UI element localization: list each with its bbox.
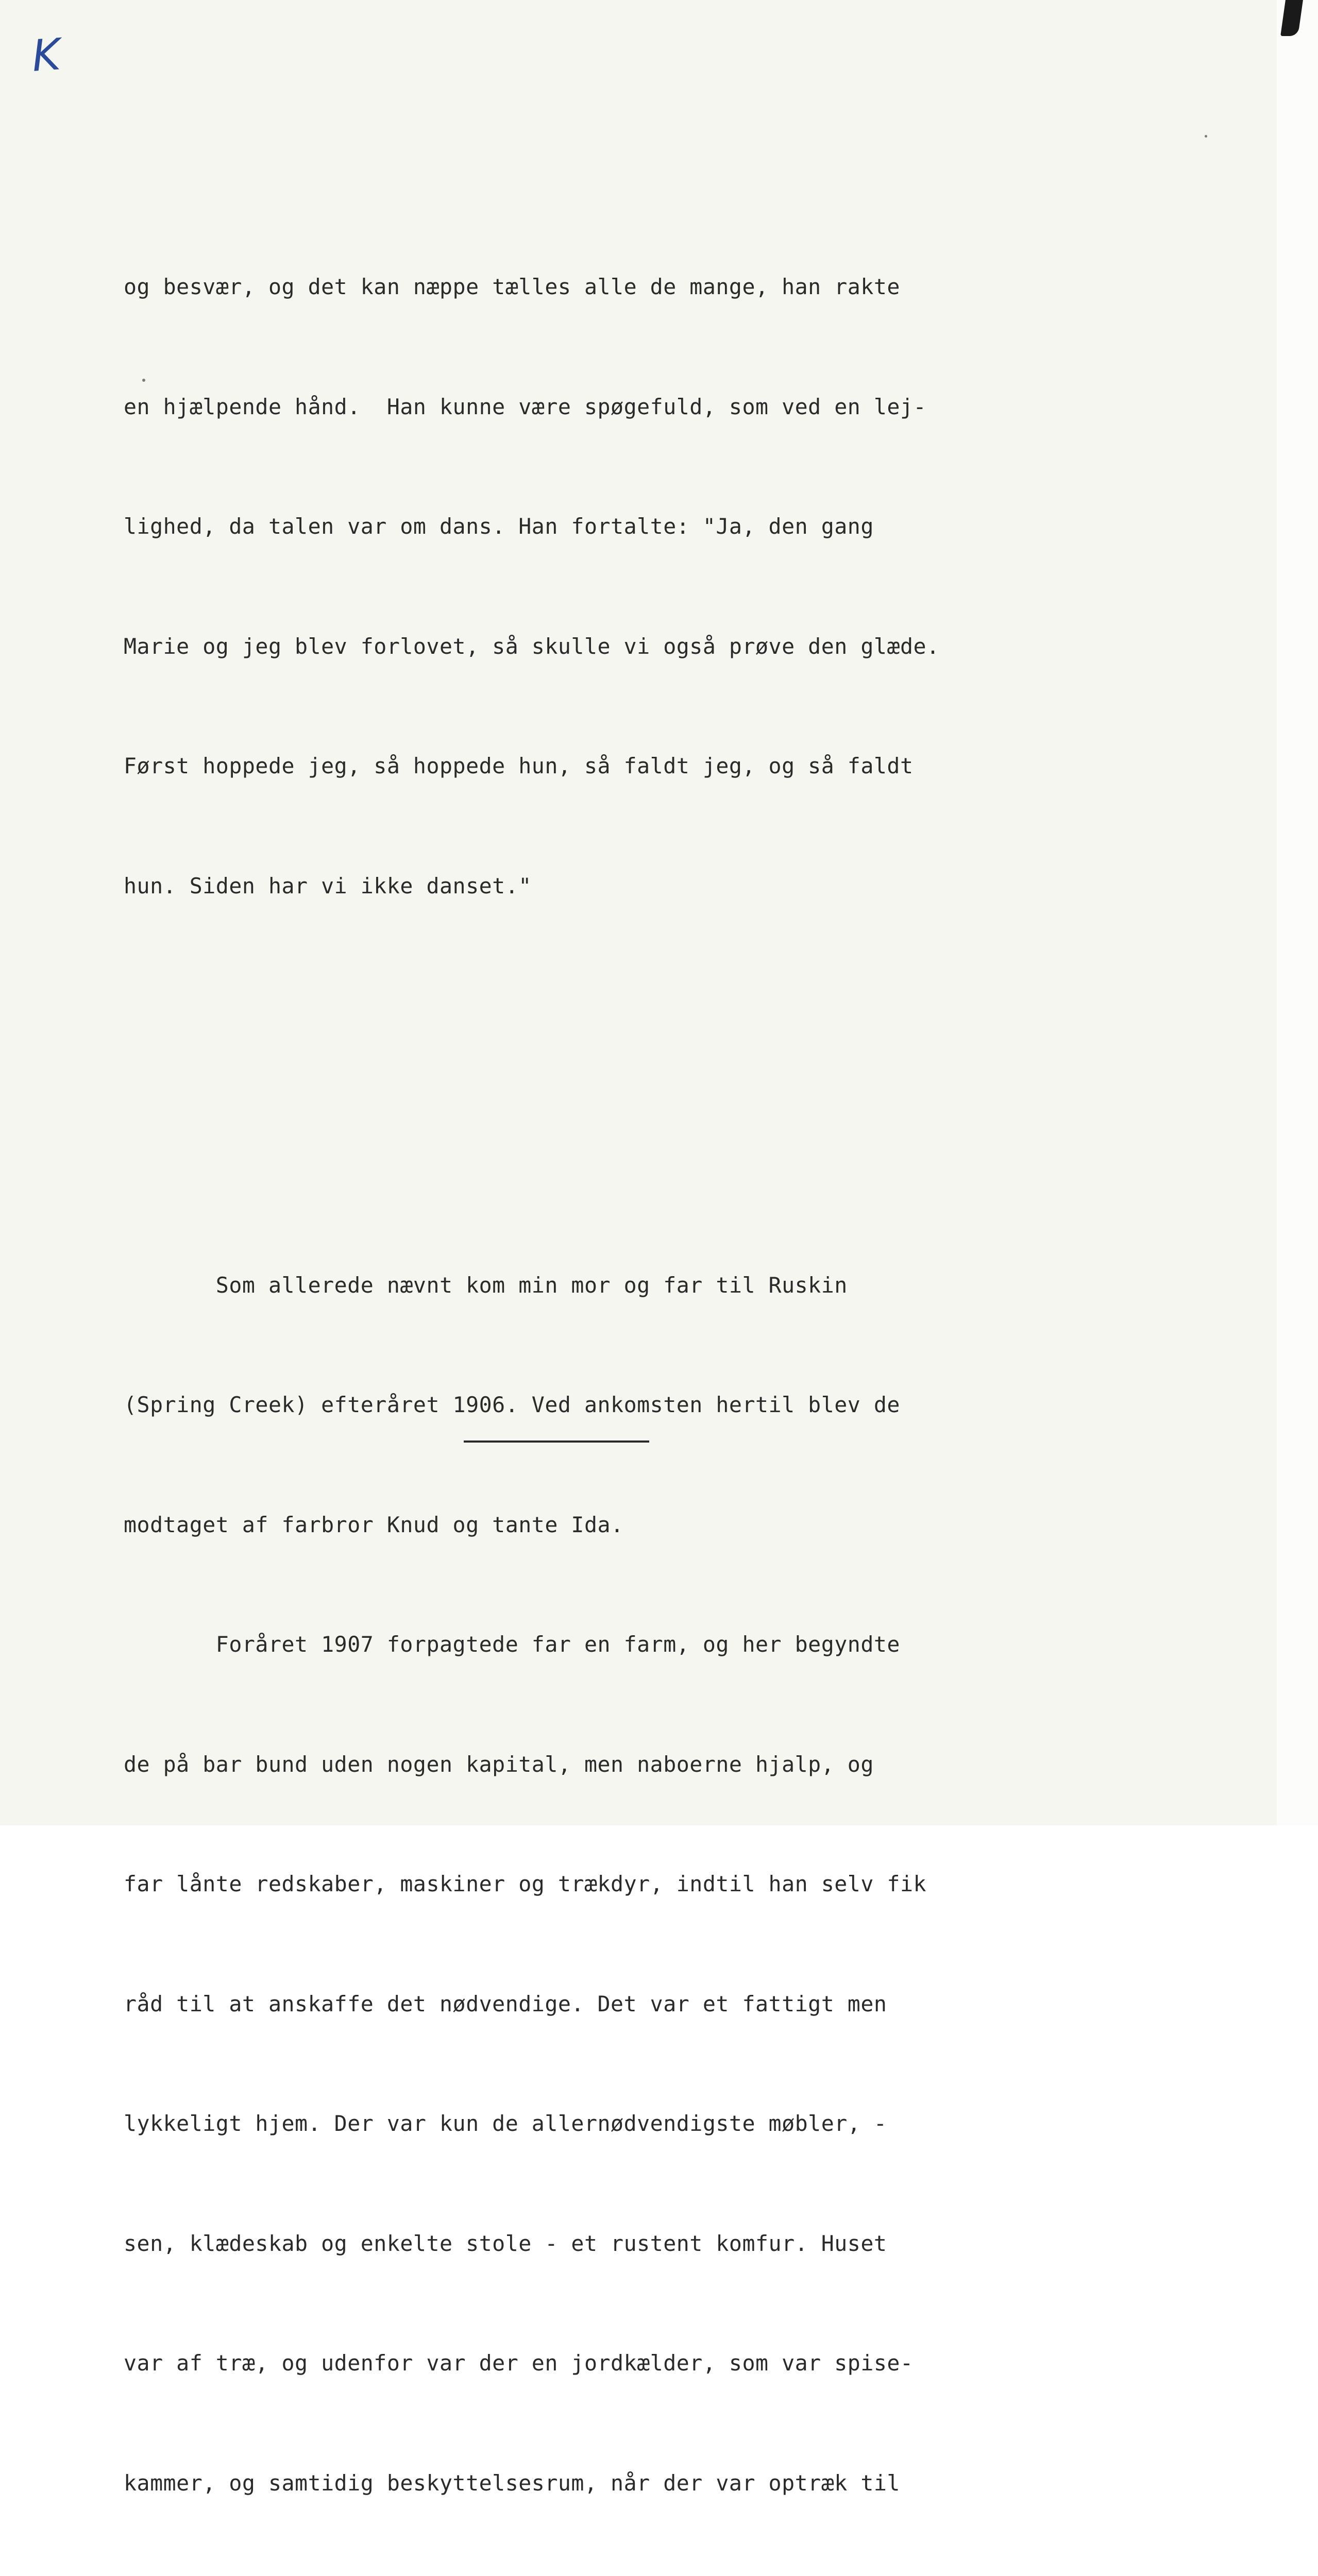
- text-line: lighed, da talen var om dans. Han fortalte: "Ja, den gang: [124, 506, 1231, 547]
- text-line: de på bar bund uden nogen kapital, men naboerne hjalp, og: [124, 1744, 1231, 1785]
- page-edge: [1277, 0, 1318, 1825]
- text-line: sen, klædeskab og enkelte stole - et rustent komfur. Huset: [124, 2224, 1231, 2264]
- document-body: [124, 107, 1231, 2576]
- handwritten-corner-mark: K: [30, 29, 62, 81]
- paper-speck: [1205, 135, 1207, 138]
- text-line: en hjælpende hånd. Han kunne være spøgefuld, som ved en lej-: [124, 387, 1231, 427]
- paragraph-block: [124, 187, 1231, 986]
- text-line: lykkeligt hjem. Der var kun de allernødvendigste møbler, -: [124, 2104, 1231, 2144]
- section-divider-line: [464, 1440, 649, 1443]
- text-line: Som allerede nævnt kom min mor og far til Ruskin: [124, 1265, 1231, 1306]
- text-line: Marie og jeg blev forlovet, så skulle vi også prøve den glæde.: [124, 626, 1231, 667]
- text-line: kammer, og samtidig beskyttelsesrum, når der var optræk til: [124, 2463, 1231, 2503]
- text-line: hun. Siden har vi ikke danset.": [124, 866, 1231, 906]
- paragraph-block: [124, 1185, 1231, 2576]
- text-line: råd til at anskaffe det nødvendige. Det var et fattigt men: [124, 1984, 1231, 2024]
- text-line: var af træ, og udenfor var der en jordkælder, som var spise-: [124, 2343, 1231, 2383]
- text-line: far lånte redskaber, maskiner og trækdyr, indtil han selv fik: [124, 1864, 1231, 1904]
- text-line: (Spring Creek) efteråret 1906. Ved ankomsten hertil blev de: [124, 1385, 1231, 1425]
- paragraph-gap: [124, 1065, 1231, 1106]
- text-line: Foråret 1907 forpagtede far en farm, og her begyndte: [124, 1624, 1231, 1665]
- paper-speck: [142, 379, 145, 382]
- text-line: modtaget af farbror Knud og tante Ida.: [124, 1505, 1231, 1545]
- text-line: og besvær, og det kan næppe tælles alle de mange, han rakte: [124, 267, 1231, 307]
- text-line: Først hoppede jeg, så hoppede hun, så faldt jeg, og så faldt: [124, 746, 1231, 786]
